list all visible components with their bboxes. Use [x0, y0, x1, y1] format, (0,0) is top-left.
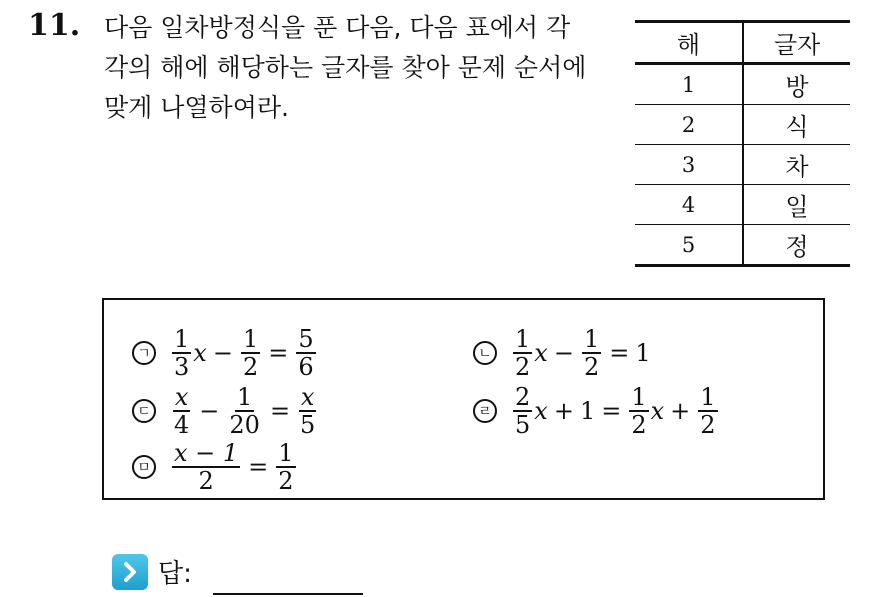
equation-e [132, 440, 298, 494]
fraction: $\frac{x - 1}{2}$ [174, 439, 239, 495]
answer-area [112, 553, 192, 590]
chevron-right-icon [112, 554, 148, 590]
fraction: $\frac{1}{2}$ [583, 325, 600, 381]
cell-solution: 2 [635, 105, 743, 145]
answer-label: 답: [158, 559, 192, 589]
table-row [635, 185, 850, 225]
question-text [104, 8, 614, 128]
equation-b [473, 326, 651, 380]
operator: − [553, 339, 574, 367]
fraction: $\frac{x}{5}$ [300, 383, 316, 439]
label-e-icon: ㅁ [132, 455, 156, 479]
fraction: $\frac{1}{2}$ [515, 325, 531, 381]
fraction: $\frac{x}{4}$ [174, 383, 190, 439]
equation-d [473, 384, 720, 438]
variable-x: x [534, 339, 548, 367]
table-row [635, 145, 850, 185]
header-letter: 글자 [743, 22, 850, 64]
fraction: $\frac{2}{5}$ [515, 383, 531, 439]
question-number: 11. [28, 8, 81, 43]
operator: + [553, 397, 574, 425]
table-row [635, 225, 850, 266]
variable-x: x [534, 397, 548, 425]
variable-x: x [193, 339, 207, 367]
table-row [635, 64, 850, 105]
operator: = [248, 453, 269, 481]
header-solution: 해 [635, 22, 743, 64]
operator: = [609, 339, 630, 367]
cell-solution: 4 [635, 185, 743, 225]
fraction: $\frac{1}{2}$ [278, 439, 294, 495]
cell-solution: 3 [635, 145, 743, 185]
cell-letter: 정 [743, 225, 850, 266]
constant: 1 [579, 397, 596, 425]
fraction: $\frac{5}{6}$ [298, 325, 314, 381]
operator: = [269, 397, 291, 425]
fraction: $\frac{1}{2}$ [242, 325, 259, 381]
rhs-value: 1 [635, 339, 651, 367]
label-d-icon: ㄹ [473, 399, 497, 423]
table-header-row [635, 22, 850, 64]
operator: + [670, 397, 691, 425]
operator: − [199, 397, 220, 425]
operator: = [601, 397, 622, 425]
operator: − [212, 339, 233, 367]
question-line-2: 각의 해에 해당하는 글자를 찾아 문제 순서에 [104, 53, 587, 82]
cell-letter: 차 [743, 145, 850, 185]
cell-letter: 일 [743, 185, 850, 225]
cell-solution: 5 [635, 225, 743, 266]
answer-blank-line[interactable] [213, 593, 363, 595]
operator: = [268, 339, 289, 367]
variable-x: x [650, 397, 665, 425]
fraction: $\frac{1}{20}$ [229, 383, 260, 439]
equation-c [132, 384, 319, 438]
fraction: $\frac{1}{2}$ [631, 383, 647, 439]
cell-solution: 1 [635, 64, 743, 105]
table-row [635, 105, 850, 145]
cell-letter: 식 [743, 105, 850, 145]
label-b-icon: ㄴ [473, 341, 497, 365]
question-line-3: 맞게 나열하여라. [104, 93, 289, 122]
equation-a [132, 326, 318, 380]
fraction: $\frac{1}{2}$ [700, 383, 716, 439]
label-a-icon: ㄱ [132, 341, 156, 365]
question-line-1: 다음 일차방정식을 푼 다음, 다음 표에서 각 [104, 13, 571, 42]
fraction: $\frac{1}{3}$ [174, 325, 190, 381]
solution-letter-table [635, 20, 850, 267]
cell-letter: 방 [743, 64, 850, 105]
label-c-icon: ㄷ [132, 399, 156, 423]
